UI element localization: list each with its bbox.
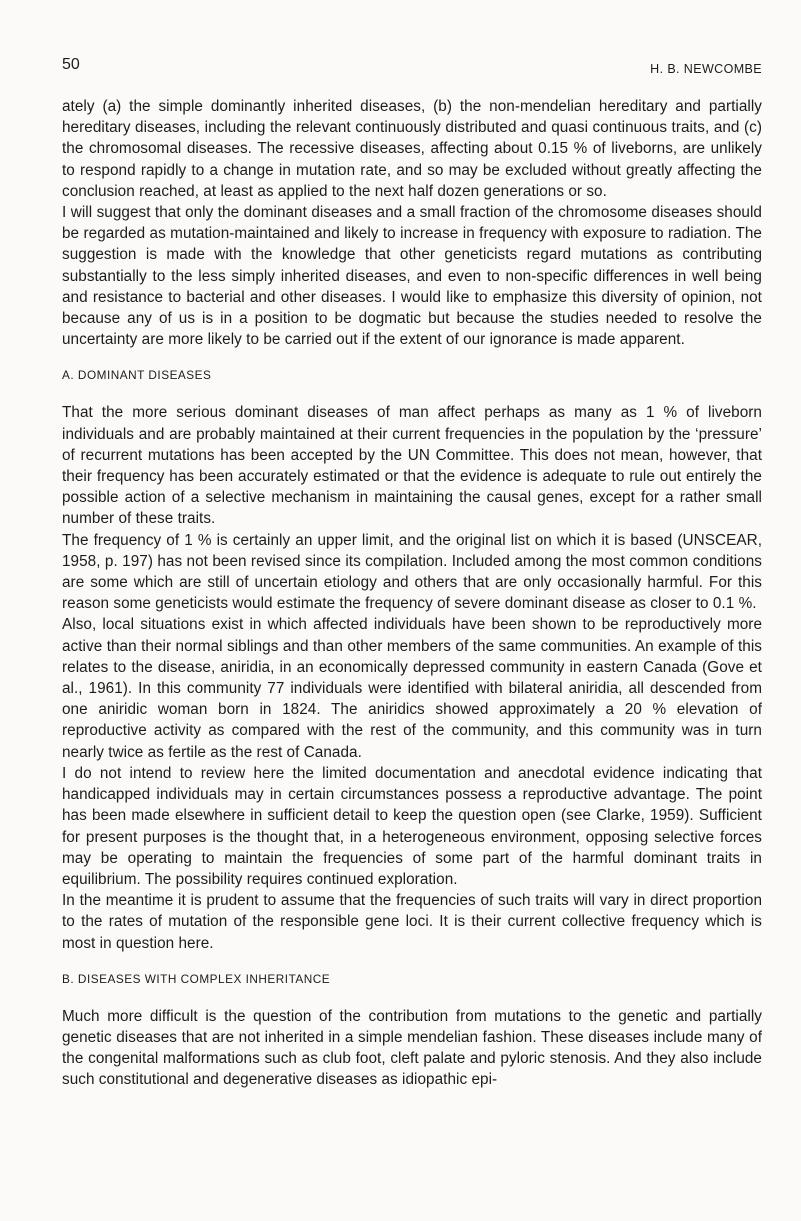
paragraph: That the more serious dominant diseases of man affect perhaps as many as 1 % of liveborn individuals and are probably maintained at their current frequencies in the population by the ‘pressure’ of recurrent mutations has been accepted by the UN Committee. This does not mean, however, that their frequency has been accurately estimated or that the evidence is adequate to rule out entirely the possible action of a selective mechanism in maintaining the causal genes, except for a rather small number of these traits. xyxy=(62,404,762,528)
section-heading-complex-inheritance: B. DISEASES WITH COMPLEX INHERITANCE xyxy=(62,971,331,986)
paragraph: In the meantime it is prudent to assume that the frequencies of such traits will vary in direct proportion to the rates of mutation of the responsible gene loci. It is their current collective frequency which is most in question here. xyxy=(62,892,762,952)
section-heading-dominant-diseases: A. DOMINANT DISEASES xyxy=(62,368,212,383)
body-text xyxy=(62,96,762,1091)
paragraph: The frequency of 1 % is certainly an upper limit, and the original list on which it is based (UNSCEAR, 1958, p. 197) has not been revised since its compilation. Included among the most common conditions are some which are still of uncertain etiology and others that are only occasionally harmful. For this reason some geneticists would estimate the frequency of severe dominant disease as closer to 0.1 %. xyxy=(62,531,762,613)
paragraph: Also, local situations exist in which affected individuals have been shown to be reproductively more active than their normal siblings and than other members of the same communities. An example of this relates to the disease, aniridia, in an economically depressed community in eastern Canada (Gove et al., 1961). In this community 77 individuals were identified with bilateral aniridia, all descended from one aniridic woman born in 1824. The aniridics showed approximately a 20 % elevation of reproductive activity as compared with the rest of the community, and this community was in turn nearly twice as fertile as the rest of Canada. xyxy=(62,616,762,761)
page-number: 50 xyxy=(62,56,80,73)
paragraph: ately (a) the simple dominantly inherited diseases, (b) the non-mendelian hereditary and partially hereditary diseases, including the relevant continuously distributed and quasi continuous traits, and (c) the chromosomal diseases. The recessive diseases, affecting about 0.15 % of liveborns, are unlikely to respond rapidly to a change in mutation rate, and so may be excluded without greatly affecting the conclusion reached, at least as applied to the next half dozen generations or so. xyxy=(62,98,762,200)
paragraph: Much more difficult is the question of the contribution from mutations to the genetic and partially genetic diseases that are not inherited in a simple mendelian fashion. These diseases include many of the congenital malformations such as club foot, cleft palate and pyloric stenosis. And they also include such constitutional and degenerative diseases as idiopathic epi- xyxy=(62,1007,762,1089)
paragraph: I do not intend to review here the limited documentation and anecdotal evidence indicating that handicapped individuals may in certain circumstances possess a reproductive advantage. The point has been made elsewhere in sufficient detail to keep the question open (see Clarke, 1959). Sufficient for present purposes is the thought that, in a heterogeneous environment, opposing selective forces may be operating to maintain the frequencies of some part of the harmful dominant traits in equilibrium. The possibility requires continued exploration. xyxy=(62,764,762,888)
paragraph: I will suggest that only the dominant diseases and a small fraction of the chromosome diseases should be regarded as mutation-maintained and likely to increase in frequency with exposure to radiation. The suggestion is made with the knowledge that other geneticists regard mutations as contributing substantially to the less simply inherited diseases, and even to non-specific differences in well being and resistance to bacterial and other diseases. I would like to emphasize this diversity of opinion, not because any of us is in a position to be dogmatic but because the studies needed to resolve the uncertainty are more likely to be carried out if the extent of our ignorance is made apparent. xyxy=(62,204,762,349)
page-header xyxy=(62,56,762,82)
running-head: H. B. NEWCOMBE xyxy=(650,62,762,76)
